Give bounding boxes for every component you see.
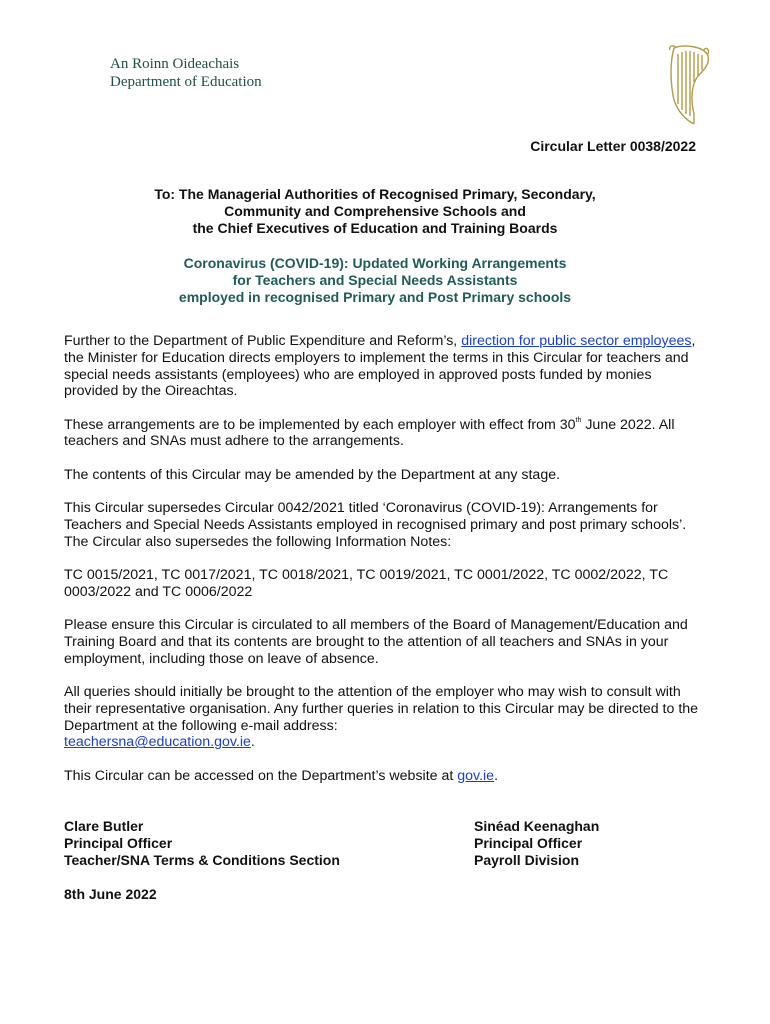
addressee-line: the Chief Executives of Education and Training Boards: [192, 220, 558, 236]
paragraph: [64, 768, 704, 785]
paragraph-text: June 2022. All teachers and SNAs must adhere to the arrangements.: [64, 416, 675, 450]
circular-body: [64, 333, 704, 801]
public-sector-direction-link[interactable]: direction for public sector employees: [461, 333, 692, 349]
ordinal-suffix: th: [575, 416, 582, 424]
addressee-block: [60, 186, 690, 237]
department-logo-text: [110, 56, 262, 91]
logo-line-irish: An Roinn Oideachais: [110, 56, 240, 72]
subject-line: employed in recognised Primary and Post Primary schools: [178, 289, 572, 305]
paragraph-text: These arrangements are to be implemented by each employer with effect from 30: [64, 416, 576, 433]
subject-heading: [60, 255, 690, 306]
addressee-line: Community and Comprehensive Schools and: [224, 203, 526, 219]
signatory-title: Principal Officer: [474, 835, 583, 851]
paragraph: [64, 684, 704, 751]
paragraph: [64, 417, 704, 451]
paragraph: This Circular supersedes Circular 0042/2021 titled ‘Coronavirus (COVID-19): Arrangements for Teachers and Special Needs Assistants employed in recognised primary and post primary schools’. The Circular also supersedes the following Information Notes:: [64, 500, 687, 550]
paragraph-text: , the Minister for Education directs employers to implement the terms in this Circular for teachers and special needs assistants (employees) who are employed in approved posts funded by monies provided by the Oireachtas.: [64, 333, 696, 400]
signatory-name: Sinéad Keenaghan: [474, 818, 600, 834]
information-notes-list: TC 0015/2021, TC 0017/2021, TC 0018/2021, TC 0019/2021, TC 0001/2022, TC 0002/2022, TC 0003/2022 and TC 0006/2022: [64, 566, 669, 600]
paragraph-text: Further to the Department of Public Expenditure and Reform’s,: [64, 333, 462, 349]
subject-line: Coronavirus (COVID-19): Updated Working Arrangements: [183, 255, 567, 271]
letter-date: 8th June 2022: [64, 886, 157, 902]
circular-number: Circular Letter 0038/2022: [530, 138, 696, 154]
email-link[interactable]: teachersna@education.gov.ie: [64, 734, 251, 751]
paragraph-text: .: [494, 767, 499, 784]
harp-emblem-icon: [664, 42, 712, 128]
paragraph: The contents of this Circular may be amended by the Department at any stage.: [64, 466, 561, 483]
paragraph: [64, 333, 704, 400]
signatory-section: Teacher/SNA Terms & Conditions Section: [64, 852, 340, 868]
signature-block-left: [64, 818, 340, 869]
signature-block-right: [474, 818, 599, 869]
paragraph: Please ensure this Circular is circulated to all members of the Board of Management/Education and Training Board and that its contents are brought to the attention of all teachers and SNAs in your employment, including those on leave of absence.: [64, 617, 688, 667]
signatory-title: Principal Officer: [64, 835, 173, 851]
paragraph-text: All queries should initially be brought to the attention of the employer who may wish to consult with their representative organisation. Any further queries in relation to this Circular may be directed to the Department at the following e-mail address:: [64, 683, 699, 734]
signatory-name: Clare Butler: [64, 818, 144, 834]
paragraph-text: This Circular can be accessed on the Department’s website at: [64, 767, 458, 784]
addressee-line: To: The Managerial Authorities of Recognised Primary, Secondary,: [154, 186, 596, 202]
subject-line: for Teachers and Special Needs Assistants: [232, 272, 518, 288]
logo-line-english: Department of Education: [110, 74, 262, 90]
paragraph-text: .: [250, 734, 255, 751]
gov-ie-link[interactable]: gov.ie: [457, 767, 495, 784]
signatory-section: Payroll Division: [474, 852, 580, 868]
